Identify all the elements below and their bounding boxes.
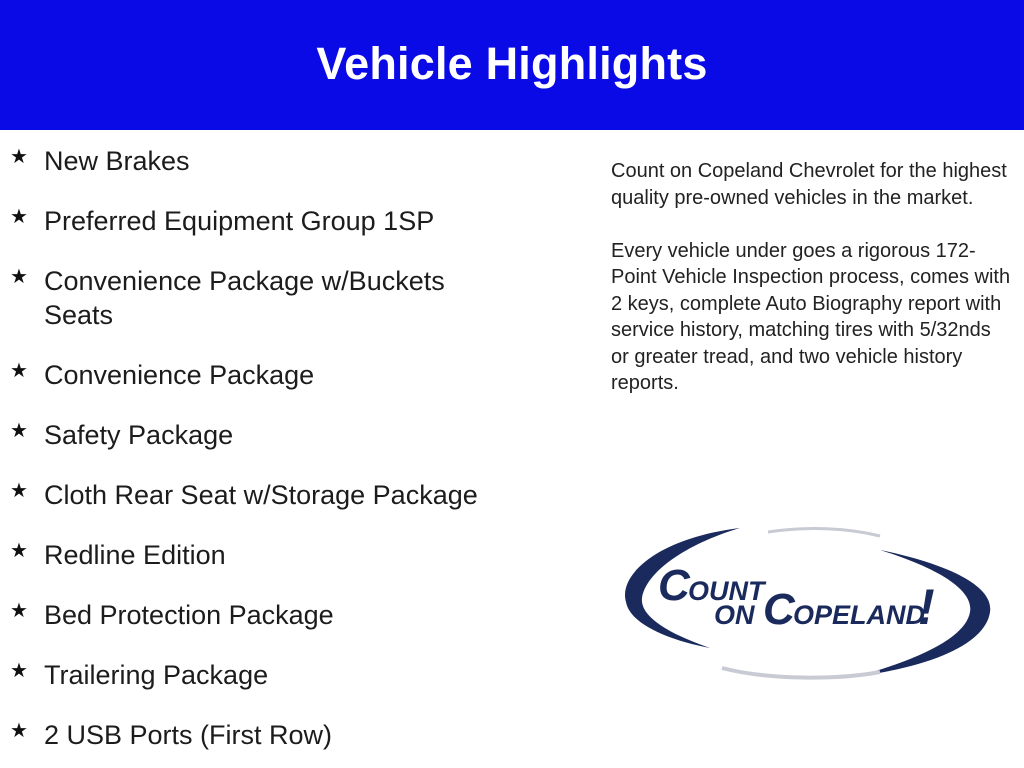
svg-text:OUNT: OUNT: [688, 576, 765, 606]
feature-label: Redline Edition: [44, 540, 226, 570]
svg-text:ON: ON: [714, 600, 755, 630]
blurb-paragraph: Count on Copeland Chevrolet for the highest quality pre-owned vehicles in the market.: [611, 160, 1007, 209]
feature-label: Convenience Package: [44, 360, 315, 390]
list-item: [10, 474, 570, 534]
star-icon: ★: [10, 360, 28, 382]
star-icon: ★: [10, 480, 28, 502]
feature-label: Cloth Rear Seat w/Storage Package: [44, 480, 478, 510]
list-item: [10, 140, 570, 200]
count-on-copeland-logo: [618, 520, 998, 685]
dealer-blurb: [611, 158, 1011, 397]
svg-text:!: !: [918, 579, 935, 635]
star-icon: ★: [10, 600, 28, 622]
list-item: [10, 654, 570, 714]
page-title: Vehicle Highlights: [316, 38, 708, 89]
star-icon: ★: [10, 206, 28, 228]
list-item: [10, 714, 570, 768]
feature-label: 2 USB Ports (First Row): [44, 720, 333, 750]
star-icon: ★: [10, 420, 28, 442]
star-icon: ★: [10, 146, 28, 168]
list-item: [10, 260, 570, 354]
list-item: [10, 414, 570, 474]
feature-label: Preferred Equipment Group 1SP: [44, 206, 435, 236]
svg-text:OPELAND: OPELAND: [793, 600, 926, 630]
feature-list: [10, 140, 570, 768]
list-item: [10, 354, 570, 414]
feature-label: Trailering Package: [44, 660, 269, 690]
feature-label: Convenience Package w/Buckets Seats: [44, 266, 445, 330]
blurb-paragraph: Every vehicle under goes a rigorous 172-Point Vehicle Inspection process, comes with 2 keys, complete Auto Biography report with service history, matching tires with 5/32nds or greater tread, and two vehicle history reports.: [611, 239, 1011, 394]
star-icon: ★: [10, 660, 28, 682]
star-icon: ★: [10, 540, 28, 562]
svg-text:C: C: [658, 561, 690, 610]
star-icon: ★: [10, 720, 28, 742]
feature-label: Bed Protection Package: [44, 600, 334, 630]
header-banner: [0, 0, 1024, 130]
feature-label: New Brakes: [44, 146, 190, 176]
feature-label: Safety Package: [44, 420, 234, 450]
list-item: [10, 594, 570, 654]
svg-text:C: C: [763, 585, 795, 634]
list-item: [10, 534, 570, 594]
star-icon: ★: [10, 266, 28, 288]
list-item: [10, 200, 570, 260]
